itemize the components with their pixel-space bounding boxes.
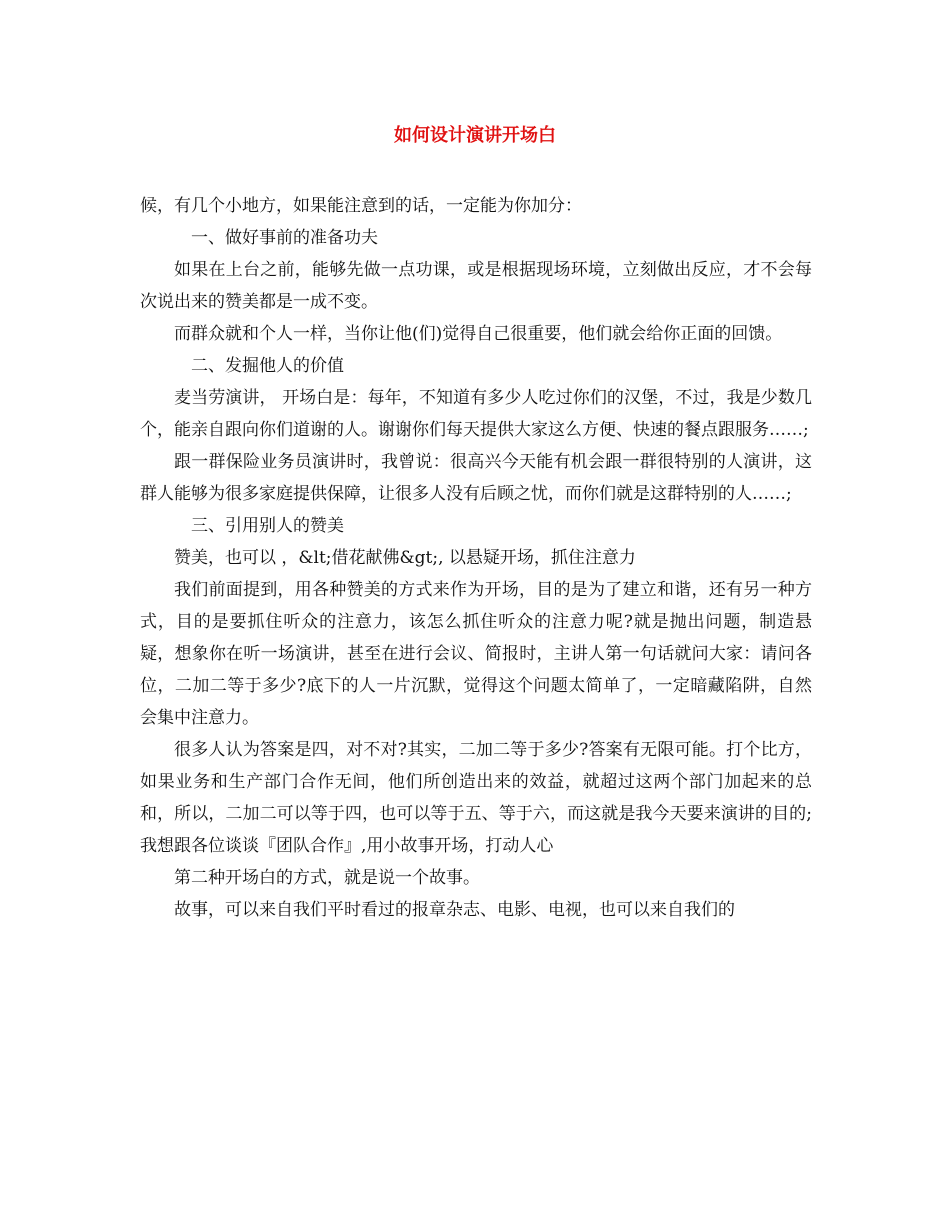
paragraph: 第二种开场白的方式，就是说一个故事。 [174, 868, 480, 888]
document-body [140, 190, 812, 926]
paragraph: 我们前面提到，用各种赞美的方式来作为开场，目的是为了建立和谐，还有另一种方式，目的是要抓住听众的注意力，该怎么抓住听众的注意力呢?就是抛出问题，制造悬疑，想象你在听一场演讲，甚至在进行会议、简报时，主讲人第一句话就问大家：请问各位，二加二等于多少?底下的人一片沉默，觉得这个问题太简单了，一定暗藏陷阱，自然会集中注意力。 [140, 580, 812, 728]
paragraph: 而群众就和个人一样，当你让他(们)觉得自己很重要，他们就会给你正面的回馈。 [174, 324, 783, 344]
section-heading-2: 二、发掘他人的价值 [191, 356, 344, 376]
document-title: 如何设计演讲开场白 [394, 125, 556, 146]
paragraph: 故事，可以来自我们平时看过的报章杂志、电影、电视，也可以来自我们的 [174, 900, 735, 920]
paragraph: 如果在上台之前，能够先做一点功课，或是根据现场环境，立刻做出反应，才不会每次说出来的赞美都是一成不变。 [140, 260, 812, 312]
paragraph-continuation: 候，有几个小地方，如果能注意到的话，一定能为你加分： [140, 196, 582, 216]
section-heading-3: 三、引用别人的赞美 [191, 516, 344, 536]
paragraph: 麦当劳演讲， 开场白是：每年，不知道有多少人吃过你们的汉堡，不过，我是少数几个，能亲自跟向你们道谢的人。谢谢你们每天提供大家这么方便、快速的餐点跟服务……; [140, 388, 812, 440]
paragraph: 跟一群保险业务员演讲时，我曾说：很高兴今天能有机会跟一群很特别的人演讲，这群人能够为很多家庭提供保障，让很多人没有后顾之忧，而你们就是这群特别的人……; [140, 452, 812, 504]
paragraph: 赞美，也可以 ，&lt;借花献佛&gt;, 以悬疑开场，抓住注意力 [174, 548, 636, 568]
paragraph: 很多人认为答案是四，对不对?其实，二加二等于多少?答案有无限可能。打个比方，如果业务和生产部门合作无间，他们所创造出来的效益，就超过这两个部门加起来的总和，所以，二加二可以等于四，也可以等于五、等于六，而这就是我今天要来演讲的目的;我想跟各位谈谈『团队合作』,用小故事开场，打动人心 [140, 740, 812, 856]
section-heading-1: 一、做好事前的准备功夫 [191, 228, 378, 248]
